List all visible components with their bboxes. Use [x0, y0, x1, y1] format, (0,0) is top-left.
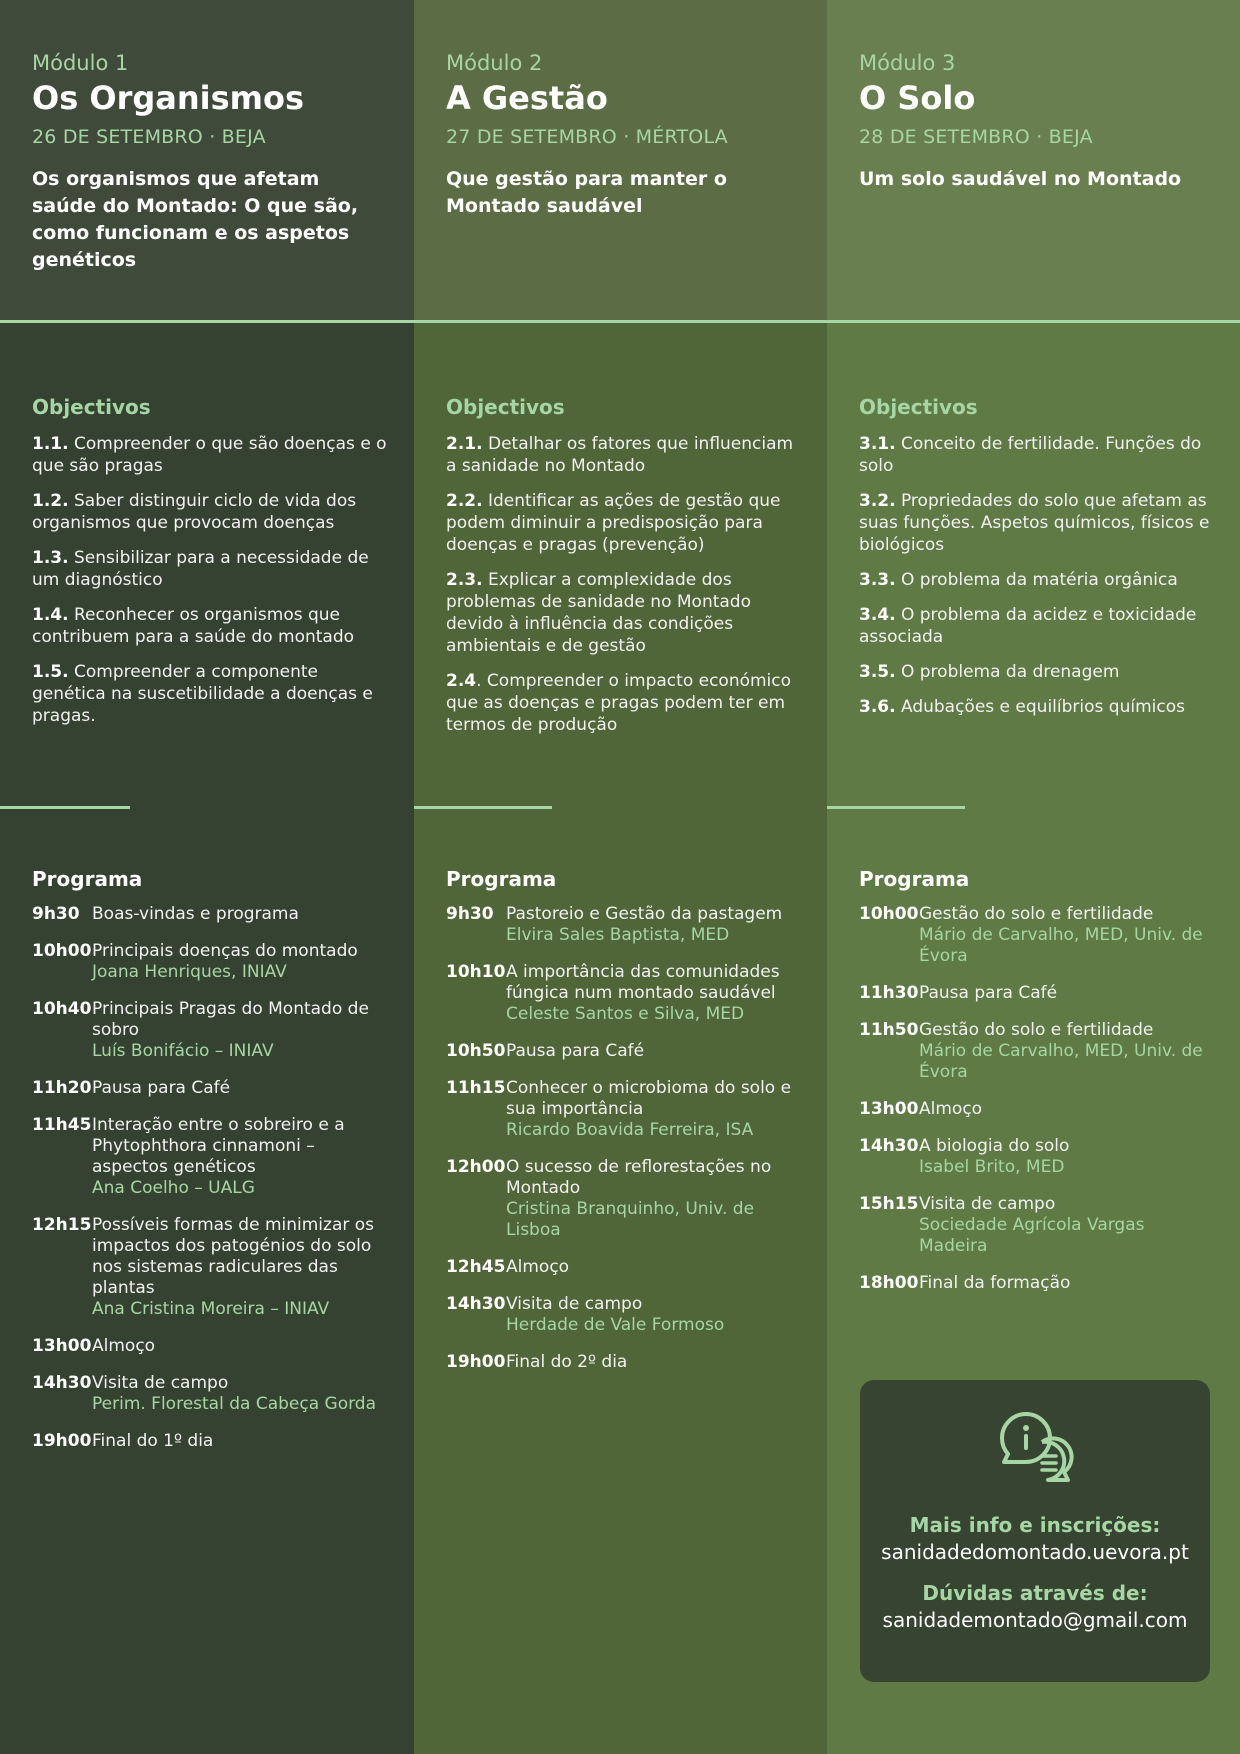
more-info-label: Mais info e inscrições:: [909, 1513, 1161, 1537]
module-3-label: Módulo 3: [859, 51, 956, 75]
website-link[interactable]: sanidadedomontado.uevora.pt: [881, 1540, 1189, 1564]
program-item: 19h00 Final do 2º dia: [446, 1352, 628, 1372]
objective-item: 2.1. Detalhar os fatores que influenciam a sanidade no Montado: [446, 434, 794, 476]
program-item: 15h15 Visita de campo Sociedade Agrícola Vargas Madeira: [859, 1194, 1145, 1256]
module-2-header: [446, 50, 801, 220]
program-item: 13h00 Almoço: [859, 1099, 983, 1119]
module-1-program: [32, 866, 388, 1468]
module-2-objectives: [446, 394, 801, 736]
objective-item: 1.1. Compreender o que são doenças e o que são pragas: [32, 434, 387, 476]
program-item: 12h00 O sucesso de reflorestações no Montado Cristina Branquinho, Univ. de Lisboa: [446, 1157, 772, 1240]
objective-item: 2.4. Compreender o impacto económico que as doenças e pragas podem ter em termos de produção: [446, 671, 792, 735]
module-1-objectives: [32, 394, 388, 727]
program-item: 11h20 Pausa para Café: [32, 1078, 231, 1098]
program-item: 10h00 Gestão do solo e fertilidade Mário de Carvalho, MED, Univ. de Évora: [859, 904, 1203, 966]
module-3-title: O Solo: [859, 79, 976, 117]
info-chat-icon: [996, 1408, 1074, 1486]
program-item: 14h30 A biologia do solo Isabel Brito, MED: [859, 1136, 1070, 1177]
module-1-label: Módulo 1: [32, 51, 129, 75]
email-link[interactable]: sanidademontado@gmail.com: [882, 1608, 1188, 1632]
program-item: 10h50 Pausa para Café: [446, 1041, 645, 1061]
module-3-objectives: [859, 394, 1214, 718]
program-item: 13h00 Almoço: [32, 1336, 156, 1356]
program-item: 11h50 Gestão do solo e fertilidade Mário de Carvalho, MED, Univ. de Évora: [859, 1020, 1203, 1082]
module-3-program: [859, 866, 1214, 1310]
module-2-program: [446, 866, 801, 1389]
program-item: 9h30 Boas-vindas e programa: [32, 904, 299, 924]
module-2-date: 27 DE SETEMBRO · MÉRTOLA: [446, 126, 728, 148]
module-1-column: [0, 0, 414, 1754]
program-heading: Programa: [32, 867, 143, 891]
objective-item: 3.1. Conceito de fertilidade. Funções do solo: [859, 434, 1202, 476]
program-item: 11h30 Pausa para Café: [859, 983, 1058, 1003]
program-item: 14h30 Visita de campo Herdade de Vale Formoso: [446, 1294, 725, 1335]
program-heading: Programa: [446, 867, 557, 891]
module-2-title: A Gestão: [446, 79, 608, 117]
objectives-heading: Objectivos: [859, 395, 978, 419]
program-item: 12h45 Almoço: [446, 1257, 570, 1277]
program-item: 11h45 Interação entre o sobreiro e a Phytophthora cinnamoni – aspectos genéticos Ana Coelho – UALG: [32, 1115, 345, 1198]
module-2-column: [414, 0, 827, 1754]
module-1-header: [32, 50, 388, 274]
objective-item: 1.5. Compreender a componente genética na suscetibilidade a doenças e pragas.: [32, 662, 373, 726]
program-heading: Programa: [859, 867, 970, 891]
objective-item: 3.3. O problema da matéria orgânica: [859, 570, 1178, 590]
module-3-header: [859, 50, 1214, 193]
objective-item: 1.3. Sensibilizar para a necessidade de um diagnóstico: [32, 548, 369, 590]
objective-item: 1.4. Reconhecer os organismos que contribuem para a saúde do montado: [32, 605, 355, 647]
module-1-title: Os Organismos: [32, 79, 305, 117]
module-1-subtitle: Os organismos que afetam saúde do Montado: O que são, como funcionam e os aspetos genéticos: [32, 168, 359, 271]
objectives-heading: Objectivos: [446, 395, 565, 419]
section-divider: [414, 806, 552, 809]
objective-item: 3.2. Propriedades do solo que afetam as suas funções. Aspetos químicos, físicos e biológicos: [859, 491, 1210, 555]
program-item: 11h15 Conhecer o microbioma do solo e sua importância Ricardo Boavida Ferreira, ISA: [446, 1078, 792, 1140]
program-item: 9h30 Pastoreio e Gestão da pastagem Elvira Sales Baptista, MED: [446, 904, 783, 945]
program-item: 10h40 Principais Pragas do Montado de sobro Luís Bonifácio – INIAV: [32, 999, 369, 1061]
module-3-subtitle: Um solo saudável no Montado: [859, 168, 1182, 190]
program-item: 10h10 A importância das comunidades fúngica num montado saudável Celeste Santos e Silva, MED: [446, 962, 780, 1024]
objective-item: 3.4. O problema da acidez e toxicidade associada: [859, 605, 1197, 647]
objective-item: 3.6. Adubações e equilíbrios químicos: [859, 697, 1185, 717]
program-item: 10h00 Principais doenças do montado Joana Henriques, INIAV: [32, 941, 358, 982]
program-item: 18h00 Final da formação: [859, 1273, 1071, 1293]
module-2-label: Módulo 2: [446, 51, 543, 75]
module-2-subtitle: Que gestão para manter o Montado saudável: [446, 168, 727, 217]
objective-item: 2.3. Explicar a complexidade dos problemas de sanidade no Montado devido à influência das condições ambientais e de gestão: [446, 570, 752, 656]
section-divider: [827, 806, 965, 809]
section-divider: [0, 806, 130, 809]
objective-item: 1.2. Saber distinguir ciclo de vida dos organismos que provocam doenças: [32, 491, 357, 533]
module-1-date: 26 DE SETEMBRO · BEJA: [32, 126, 266, 148]
objective-item: 3.5. O problema da drenagem: [859, 662, 1120, 682]
doubts-label: Dúvidas através de:: [922, 1581, 1148, 1605]
info-box: [860, 1380, 1210, 1682]
objective-item: 2.2. Identificar as ações de gestão que podem diminuir a predisposição para doenças e pragas (prevenção): [446, 491, 781, 555]
objectives-heading: Objectivos: [32, 395, 151, 419]
module-3-date: 28 DE SETEMBRO · BEJA: [859, 126, 1093, 148]
header-separator-line: [0, 320, 1240, 323]
program-item: 12h15 Possíveis formas de minimizar os impactos dos patogénios do solo nos sistemas radiculares das plantas Ana Cristina Moreira – INIAV: [32, 1215, 375, 1319]
program-item: 19h00 Final do 1º dia: [32, 1431, 214, 1451]
program-item: 14h30 Visita de campo Perim. Florestal da Cabeça Gorda: [32, 1373, 377, 1414]
